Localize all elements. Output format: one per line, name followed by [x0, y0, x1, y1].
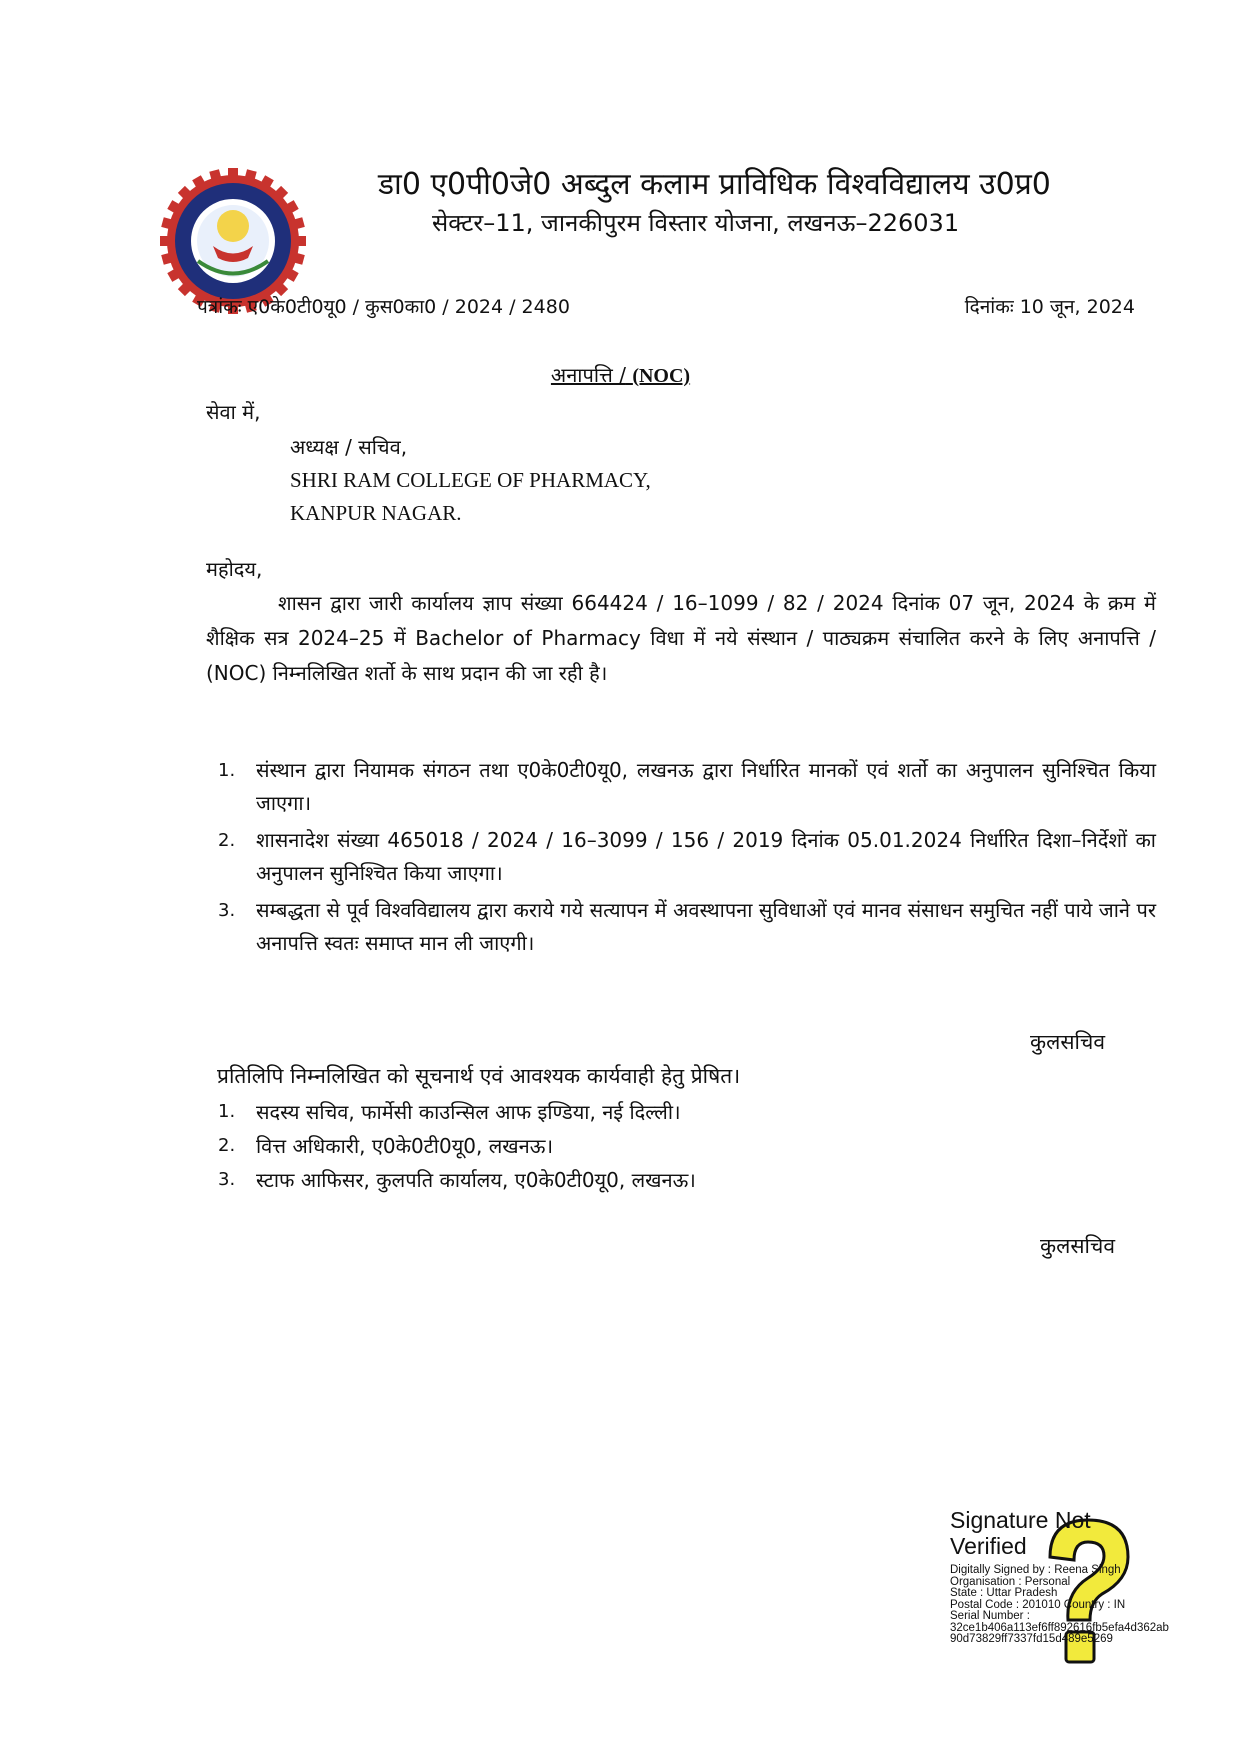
condition-item: 3. सम्बद्धता से पूर्व विश्वविद्यालय द्वारा कराये गये सत्यापन में अवस्थापना सुविधाओं एवं मानव संसाधन समुचित नहीं पाये जाने पर अनापत्ति स्वतः समाप्त मान ली जाएगी।: [218, 898, 1156, 955]
signatory-registrar-2: कुलसचिव: [1040, 1234, 1116, 1258]
reference-number: पत्रांकः ए0के0टी0यू0 / कुस0का0 / 2024 / 2480: [197, 296, 570, 318]
letter-date: दिनांकः 10 जून, 2024: [964, 296, 1135, 318]
to-label: सेवा में,: [206, 400, 261, 424]
signature-status: Signature Not Verified: [950, 1507, 1091, 1559]
copies-list: [206, 1095, 696, 1197]
addressee-college: SHRI RAM COLLEGE OF PHARMACY,: [290, 468, 651, 492]
university-address: सेक्टर–11, जानकीपुरम विस्तार योजना, लखनऊ–226031: [432, 209, 960, 237]
copy-item: 3. स्टाफ आफिसर, कुलपति कार्यालय, ए0के0टी0यू0, लखनऊ।: [218, 1168, 696, 1192]
copy-heading: प्रतिलिपि निम्नलिखित को सूचनार्थ एवं आवश्यक कार्यवाही हेतु प्रेषित।: [217, 1064, 741, 1088]
condition-item: 1. संस्थान द्वारा नियामक संगठन तथा ए0के0टी0यू0, लखनऊ द्वारा निर्धारित मानकों एवं शर्तो का अनुपालन सुनिश्चित किया जाएगा।: [218, 758, 1156, 815]
subject-line: [0, 361, 1241, 388]
addressee-city: KANPUR NAGAR.: [290, 501, 462, 525]
salutation: महोदय,: [206, 557, 263, 581]
university-name: डा0 ए0पी0जे0 अब्दुल कलाम प्राविधिक विश्वविद्यालय उ0प्र0: [378, 167, 1051, 202]
body-text: शासन द्वारा जारी कार्यालय ज्ञाप संख्या 664424 / 16–1099 / 82 / 2024 दिनांक 07 जून, 2024 के क्रम में शैक्षिक सत्र 2024–25 में Bachelor of Pharmacy विधा में नये संस्थान / पाठ्यक्रम संचालित करने के लिए अनापत्ति / (NOC) निम्नलिखित शर्तो के साथ प्रदान की जा रही है।: [206, 591, 1156, 685]
condition-item: 2. शासनादेश संख्या 465018 / 2024 / 16–3099 / 156 / 2019 दिनांक 05.01.2024 निर्धारित दिशा–निर्देशों का अनुपालन सुनिश्चित किया जाएगा।: [218, 828, 1156, 885]
addressee-title: अध्यक्ष / सचिव,: [290, 435, 408, 459]
body-paragraph: [206, 586, 1156, 691]
copy-item: 2. वित्त अधिकारी, ए0के0टी0यू0, लखनऊ।: [218, 1134, 554, 1158]
signatory-registrar: कुलसचिव: [1030, 1030, 1106, 1054]
subject-english: (NOC): [632, 365, 691, 387]
conditions-list: [206, 754, 1156, 964]
signature-details: Digitally Signed by : Reena Singh Organisation : Personal State : Uttar Pradesh Postal Code : 201010 Country : IN Serial Number : 32ce1b406a113ef6ff892616fb5efa4d362ab 90d73829ff7337fd15d489e5269: [950, 1564, 1169, 1645]
copy-item: 1. सदस्य सचिव, फार्मेसी काउन्सिल आफ इण्डिया, नई दिल्ली।: [218, 1100, 681, 1124]
subject-hindi: अनापत्ति /: [550, 363, 626, 387]
